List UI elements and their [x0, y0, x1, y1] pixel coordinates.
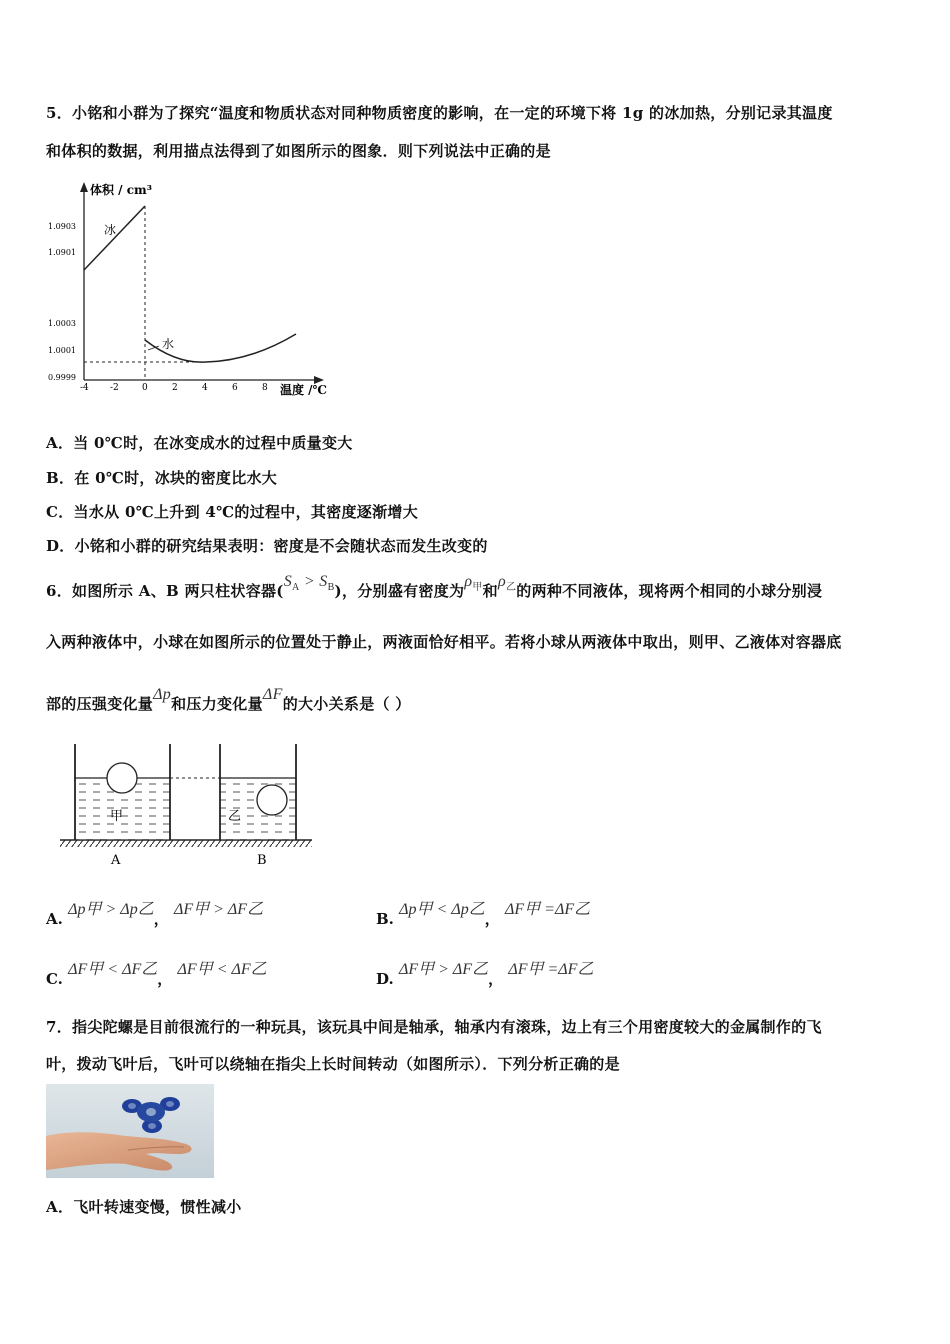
q7-fidget-spinner-photo	[46, 1084, 214, 1178]
x-tick-7: 8	[262, 383, 268, 393]
spinner-bearing	[146, 1108, 156, 1116]
water-label: 水	[162, 337, 175, 351]
q6-containers-figure	[50, 740, 320, 870]
q6-line3-part-a: 部的压强变化量	[46, 695, 154, 713]
y-tick-1: 1.0903	[48, 222, 76, 231]
q5-option-a[interactable]: A．当 0℃时，在冰变成水的过程中质量变大	[46, 434, 353, 452]
q6-line1-part-b: )，分别盛有密度为	[334, 582, 465, 600]
y-tick-5: 0.9999	[48, 373, 76, 382]
q5-option-b[interactable]: B．在 0℃时，冰块的密度比水大	[46, 469, 278, 487]
q6-line1-part-c: 的两种不同液体，现将两个相同的小球分别浸	[516, 582, 823, 600]
ball-b	[257, 785, 287, 815]
q6-option-b[interactable]: B. Δp甲 < Δp乙， ΔF甲 =ΔF乙	[376, 901, 591, 928]
container-b-label: B	[257, 853, 267, 868]
y-tick-2: 1.0901	[48, 248, 76, 257]
q6-option-d-expr2: ΔF甲 =ΔF乙	[508, 961, 594, 978]
q6-option-c-expr1: ΔF甲 < ΔF乙	[68, 961, 158, 978]
q6-stem-line2: 入两种液体中，小球在如图所示的位置处于静止，两液面恰好相平。若将小球从两液体中取出，则甲、乙液体对容器底	[46, 633, 842, 651]
q6-option-a[interactable]: A. Δp甲 > Δp乙， ΔF甲 > ΔF乙	[46, 901, 264, 928]
ground-hatch	[60, 840, 312, 847]
q5-stem-line2: 和体积的数据，利用描点法得到了如图所示的图象．则下列说法中正确的是	[46, 142, 551, 160]
q6-delta-f: ΔF	[262, 686, 283, 703]
q6-line1-part-a: 6．如图所示 A、B 两只柱状容器(	[46, 582, 284, 600]
x-tick-3: 0	[142, 383, 148, 393]
q6-option-b-expr2: ΔF甲 =ΔF乙	[504, 901, 591, 918]
q6-rho-yi: $\rho_乙$	[497, 573, 517, 594]
x-tick-6: 6	[232, 383, 238, 393]
q6-stem-line1	[46, 573, 823, 603]
q6-delta-p: Δp	[153, 686, 172, 703]
q7-stem-line2: 叶，拨动飞叶后，飞叶可以绕轴在指尖上长时间转动（如图所示）．下列分析正确的是	[46, 1055, 620, 1073]
q6-option-c-expr2: ΔF甲 < ΔF乙	[177, 961, 267, 978]
q6-and: 和	[482, 582, 498, 600]
q6-line3-part-c: 的大小关系是（ ）	[282, 695, 411, 713]
q6-stem-line3	[46, 686, 411, 714]
ice-label: 冰	[104, 223, 117, 237]
y-tick-3: 1.0003	[48, 319, 76, 328]
x-tick-5: 4	[202, 383, 208, 393]
y-axis-arrow	[80, 182, 88, 192]
q7-option-a[interactable]: A．飞叶转速变慢，惯性减小	[46, 1198, 242, 1216]
liquid-b-label: 乙	[228, 809, 242, 824]
q5-stem-line1: 5．小铭和小群为了探究“温度和物质状态对同种物质密度的影响，在一定的环境下将 1g 的冰加热，分别记录其温度	[46, 104, 833, 122]
q6-option-a-expr1: Δp甲 > Δp乙	[68, 901, 154, 918]
ice-line	[84, 206, 145, 270]
ball-a	[107, 763, 137, 793]
x-axis-label: 温度 /℃	[280, 383, 327, 397]
q6-option-b-expr1: Δp甲 < Δp乙	[399, 901, 485, 918]
y-tick-4: 1.0001	[48, 346, 76, 355]
q6-area-expression: $S_A > S_B$	[283, 573, 335, 594]
x-tick-1: -4	[80, 383, 89, 393]
q5-option-d[interactable]: D．小铭和小群的研究结果表明：密度是不会随状态而发生改变的	[46, 537, 488, 555]
q5-option-c[interactable]: C．当水从 0℃上升到 4℃的过程中，其密度逐渐增大	[46, 503, 419, 521]
q6-line3-part-b: 和压力变化量	[171, 695, 263, 713]
q6-option-c[interactable]: C. ΔF甲 < ΔF乙， ΔF甲 < ΔF乙	[46, 961, 267, 988]
q5-volume-temperature-graph	[46, 178, 346, 400]
q6-option-d[interactable]: D. ΔF甲 > ΔF乙， ΔF甲 =ΔF乙	[376, 961, 594, 988]
q6-option-a-expr2: ΔF甲 > ΔF乙	[173, 901, 264, 918]
y-axis-label: 体积 / cm³	[90, 183, 152, 197]
x-tick-2: -2	[110, 383, 119, 393]
container-a-label: A	[111, 853, 121, 868]
x-tick-4: 2	[172, 383, 178, 393]
q6-option-d-expr1: ΔF甲 > ΔF乙	[398, 961, 489, 978]
q7-stem-line1: 7．指尖陀螺是目前很流行的一种玩具，该玩具中间是轴承，轴承内有滚珠，边上有三个用密度较大的金属制作的飞	[46, 1018, 822, 1036]
q6-rho-jia: $\rho_甲$	[464, 573, 483, 594]
liquid-a-label: 甲	[110, 809, 124, 824]
